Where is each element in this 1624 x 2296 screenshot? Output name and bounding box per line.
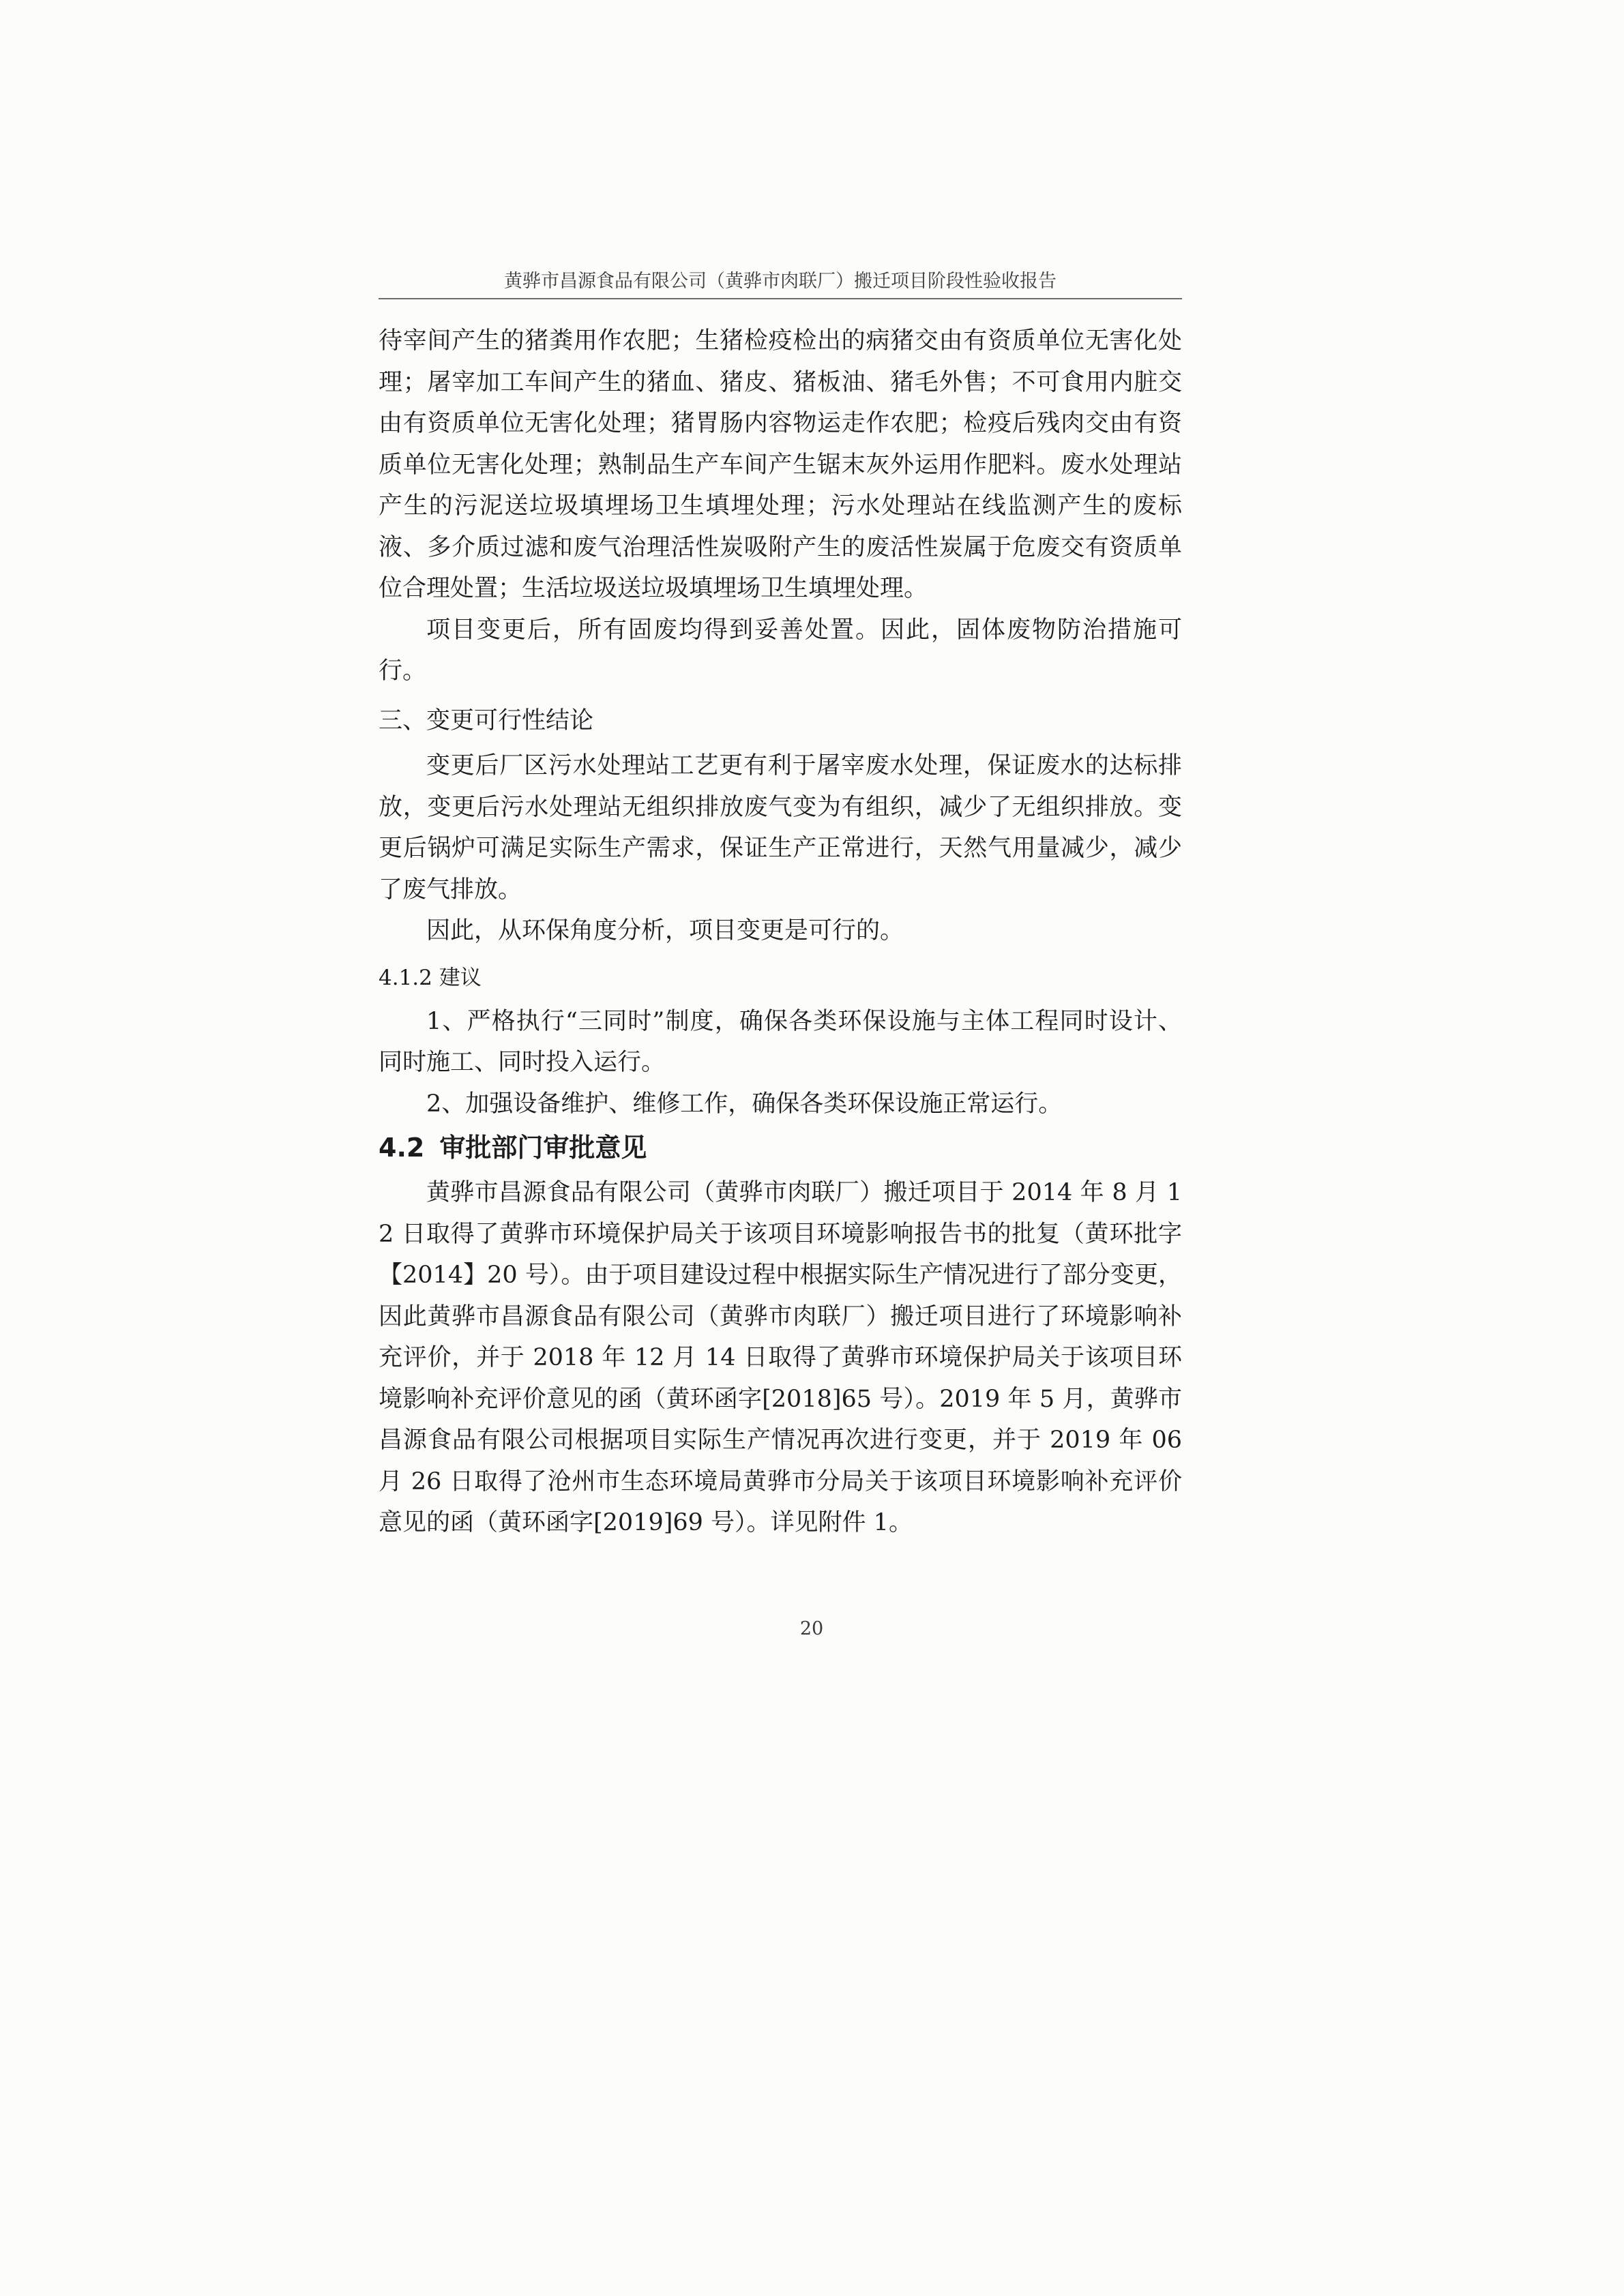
section-title: 审批部门审批意见	[439, 1133, 647, 1163]
feasibility-summary-paragraph: 因此，从环保角度分析，项目变更是可行的。	[426, 917, 904, 944]
solid-waste-paragraph: 待宰间产生的猪粪用作农肥；生猪检疫检出的病猪交由有资质单位无害化处理；屠宰加工车间产生的猪血、猪皮、猪板油、猪毛外售；不可食用内脏交由有资质单位无害化处理；猪胃肠内容物运走作农肥；检疫后残肉交由有资质单位无害化处理；熟制品生产车间产生锯末灰外运用作肥料。废水处理站产生的污泥送垃圾填埋场卫生填埋处理；污水处理站在线监测产生的废标液、多介质过滤和废气治理活性炭吸附产生的废活性炭属于危废交有资质单位合理处置；生活垃圾送垃圾填埋场卫生填埋处理。	[379, 327, 1182, 602]
section-number: 4.2	[379, 1133, 425, 1163]
suggestion-item-2: 2、加强设备维护、维修工作，确保各类环保设施正常运行。	[426, 1090, 1063, 1118]
solid-waste-conclusion-paragraph: 项目变更后，所有固废均得到妥善处置。因此，固体废物防治措施可行。	[379, 616, 1182, 685]
suggestion-item-1: 1、严格执行“三同时”制度，确保各类环保设施与主体工程同时设计、同时施工、同时投入运行。	[379, 1007, 1182, 1076]
suggestions-heading: 4.1.2 建议	[379, 965, 482, 990]
header-divider	[379, 298, 1182, 299]
feasibility-conclusion-heading: 三、变更可行性结论	[379, 706, 594, 734]
page-number: 20	[799, 1618, 824, 1639]
feasibility-paragraph: 变更后厂区污水处理站工艺更有利于屠宰废水处理，保证废水的达标排放，变更后污水处理站无组织排放废气变为有组织，减少了无组织排放。变更后锅炉可满足实际生产需求，保证生产正常进行，天然气用量减少，减少了废气排放。	[379, 752, 1182, 904]
report-body	[379, 320, 1182, 1544]
approval-section-heading	[379, 1129, 1182, 1167]
page-header: 黄骅市昌源食品有限公司（黄骅市肉联厂）搬迁项目阶段性验收报告	[504, 271, 1057, 292]
approval-paragraph: 黄骅市昌源食品有限公司（黄骅市肉联厂）搬迁项目于 2014 年 8 月 12 日取得了黄骅市环境保护局关于该项目环境影响报告书的批复（黄环批字【2014】20 号）。由于项目建设过程中根据实际生产情况进行了部分变更，因此黄骅市昌源食品有限公司（黄骅市肉联厂）搬迁项目进行了环境影响补充评价，并于 2018 年 12 月 14 日取得了黄骅市环境保护局关于该项目环境影响补充评价意见的函（黄环函字[2018]65 号）。2019 年 5 月，黄骅市昌源食品有限公司根据项目实际生产情况再次进行变更，并于 2019 年 06 月 26 日取得了沧州市生态环境局黄骅市分局关于该项目环境影响补充评价意见的函（黄环函字[2019]69 号）。详见附件 1。	[379, 1179, 1182, 1536]
